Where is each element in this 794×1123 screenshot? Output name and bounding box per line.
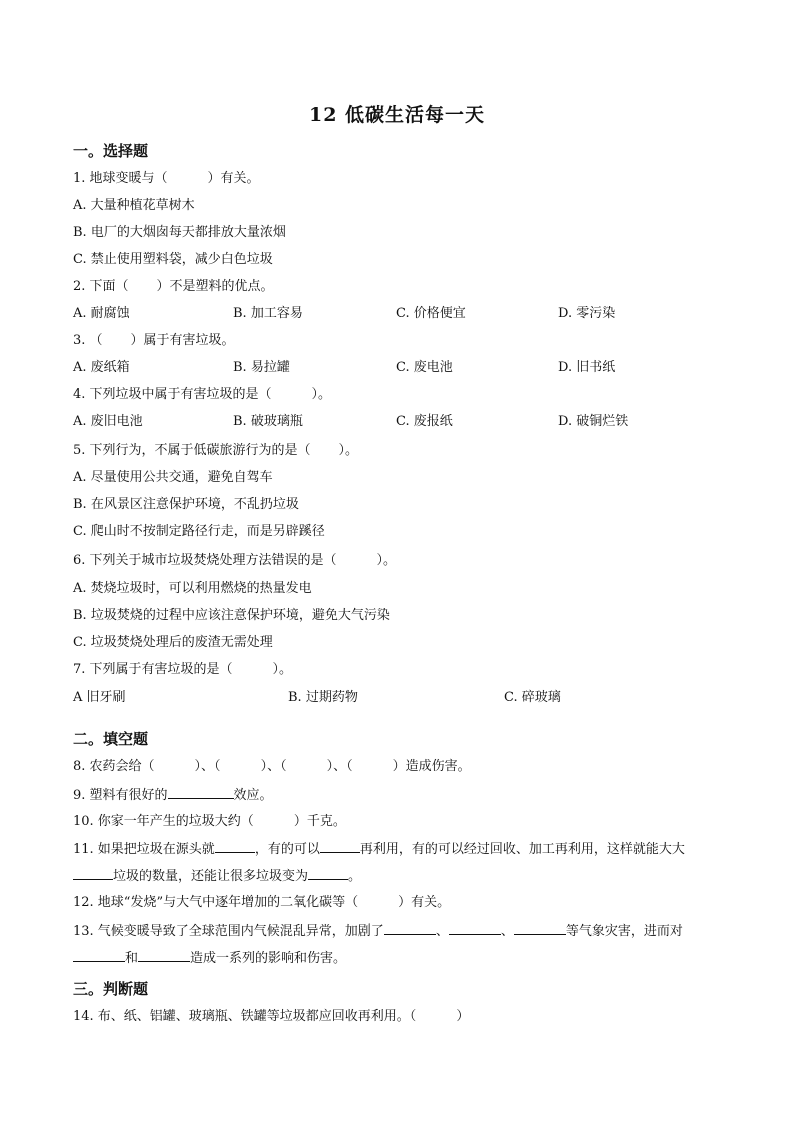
answer-blank[interactable] bbox=[73, 949, 125, 962]
question-1: 1. 地球变暖与（ ）有关。 bbox=[73, 171, 260, 186]
section-heading-fill: 二。填空题 bbox=[73, 730, 149, 748]
question-13-line-1: 13. 气候变暖导致了全球范围内气候混乱异常，加剧了 、 、 等气象灾害，进而对 bbox=[73, 924, 683, 939]
question-8: 8. 农药会给（ ）、（ ）、（ ）、（ ）造成伤害。 bbox=[73, 759, 471, 774]
q7-option-b: B. 过期药物 bbox=[288, 690, 358, 705]
q2-option-d: D. 零污染 bbox=[558, 306, 616, 321]
answer-blank[interactable] bbox=[73, 867, 113, 880]
q4-option-d: D. 破铜烂铁 bbox=[558, 414, 629, 429]
q6-option-b: B. 垃圾焚烧的过程中应该注意保护环境，避免大气污染 bbox=[73, 608, 390, 623]
q4-option-c: C. 废报纸 bbox=[396, 414, 453, 429]
answer-blank[interactable] bbox=[215, 840, 255, 853]
q4-option-b: B. 破玻璃瓶 bbox=[233, 414, 303, 429]
q3-option-d: D. 旧书纸 bbox=[558, 360, 616, 375]
question-12: 12. 地球“发烧”与大气中逐年增加的二氧化碳等（ ）有关。 bbox=[73, 895, 451, 910]
section-heading-judge: 三。判断题 bbox=[73, 980, 149, 998]
q7-option-c: C. 碎玻璃 bbox=[504, 690, 561, 705]
q4-option-a: A. 废旧电池 bbox=[73, 414, 143, 429]
q1-option-a: A. 大量种植花草树木 bbox=[73, 198, 195, 213]
q1-option-c: C. 禁止使用塑料袋，减少白色垃圾 bbox=[73, 252, 273, 267]
answer-blank[interactable] bbox=[308, 867, 348, 880]
q5-option-b: B. 在风景区注意保护环境，不乱扔垃圾 bbox=[73, 497, 299, 512]
answer-blank[interactable] bbox=[320, 840, 360, 853]
answer-blank[interactable] bbox=[168, 786, 234, 799]
question-7: 7. 下列属于有害垃圾的是（ ）。 bbox=[73, 662, 293, 677]
q5-option-c: C. 爬山时不按制定路径行走，而是另辟蹊径 bbox=[73, 524, 325, 539]
question-11-line-2: 垃圾的数量，还能让很多垃圾变为 。 bbox=[73, 867, 361, 886]
q2-option-b: B. 加工容易 bbox=[233, 306, 303, 321]
question-14: 14. 布、纸、铝罐、玻璃瓶、铁罐等垃圾都应回收再利用。（ ） bbox=[73, 1009, 470, 1024]
question-6: 6. 下列关于城市垃圾焚烧处理方法错误的是（ ）。 bbox=[73, 553, 397, 568]
q3-options bbox=[73, 359, 733, 377]
section-heading-choice: 一。选择题 bbox=[73, 142, 149, 160]
question-2: 2. 下面（ ）不是塑料的优点。 bbox=[73, 279, 274, 294]
q1-option-b: B. 电厂的大烟囱每天都排放大量浓烟 bbox=[73, 225, 286, 240]
q6-option-a: A. 焚烧垃圾时，可以利用燃烧的热量发电 bbox=[73, 581, 312, 596]
q7-option-a: A 旧牙刷 bbox=[73, 690, 126, 705]
q3-option-b: B. 易拉罐 bbox=[233, 360, 290, 375]
q4-options bbox=[73, 413, 733, 431]
question-13-line-2: 和 造成一系列的影响和伤害。 bbox=[73, 949, 346, 968]
question-10: 10. 你家一年产生的垃圾大约（ ）千克。 bbox=[73, 814, 346, 829]
q3-option-c: C. 废电池 bbox=[396, 360, 453, 375]
question-9: 9. 塑料有很好的 效应。 bbox=[73, 788, 273, 803]
q5-option-a: A. 尽量使用公共交通，避免自驾车 bbox=[73, 470, 273, 485]
q7-options bbox=[73, 689, 733, 707]
question-3: 3. （ ）属于有害垃圾。 bbox=[73, 333, 235, 348]
question-11-line-1: 11. 如果把垃圾在源头就 ，有的可以 再利用，有的可以经过回收、加工再利用，这样就能大大 bbox=[73, 842, 685, 857]
answer-blank[interactable] bbox=[449, 922, 501, 935]
question-4: 4. 下列垃圾中属于有害垃圾的是（ ）。 bbox=[73, 387, 332, 402]
answer-blank[interactable] bbox=[514, 922, 566, 935]
page-title: 12 低碳生活每一天 bbox=[308, 104, 486, 126]
question-5: 5. 下列行为，不属于低碳旅游行为的是（ ）。 bbox=[73, 443, 359, 458]
q3-option-a: A. 废纸箱 bbox=[73, 360, 130, 375]
q2-options bbox=[73, 305, 733, 323]
q2-option-c: C. 价格便宜 bbox=[396, 306, 466, 321]
q2-option-a: A. 耐腐蚀 bbox=[73, 306, 130, 321]
q6-option-c: C. 垃圾焚烧处理后的废渣无需处理 bbox=[73, 635, 273, 650]
answer-blank[interactable] bbox=[138, 949, 190, 962]
answer-blank[interactable] bbox=[384, 922, 436, 935]
